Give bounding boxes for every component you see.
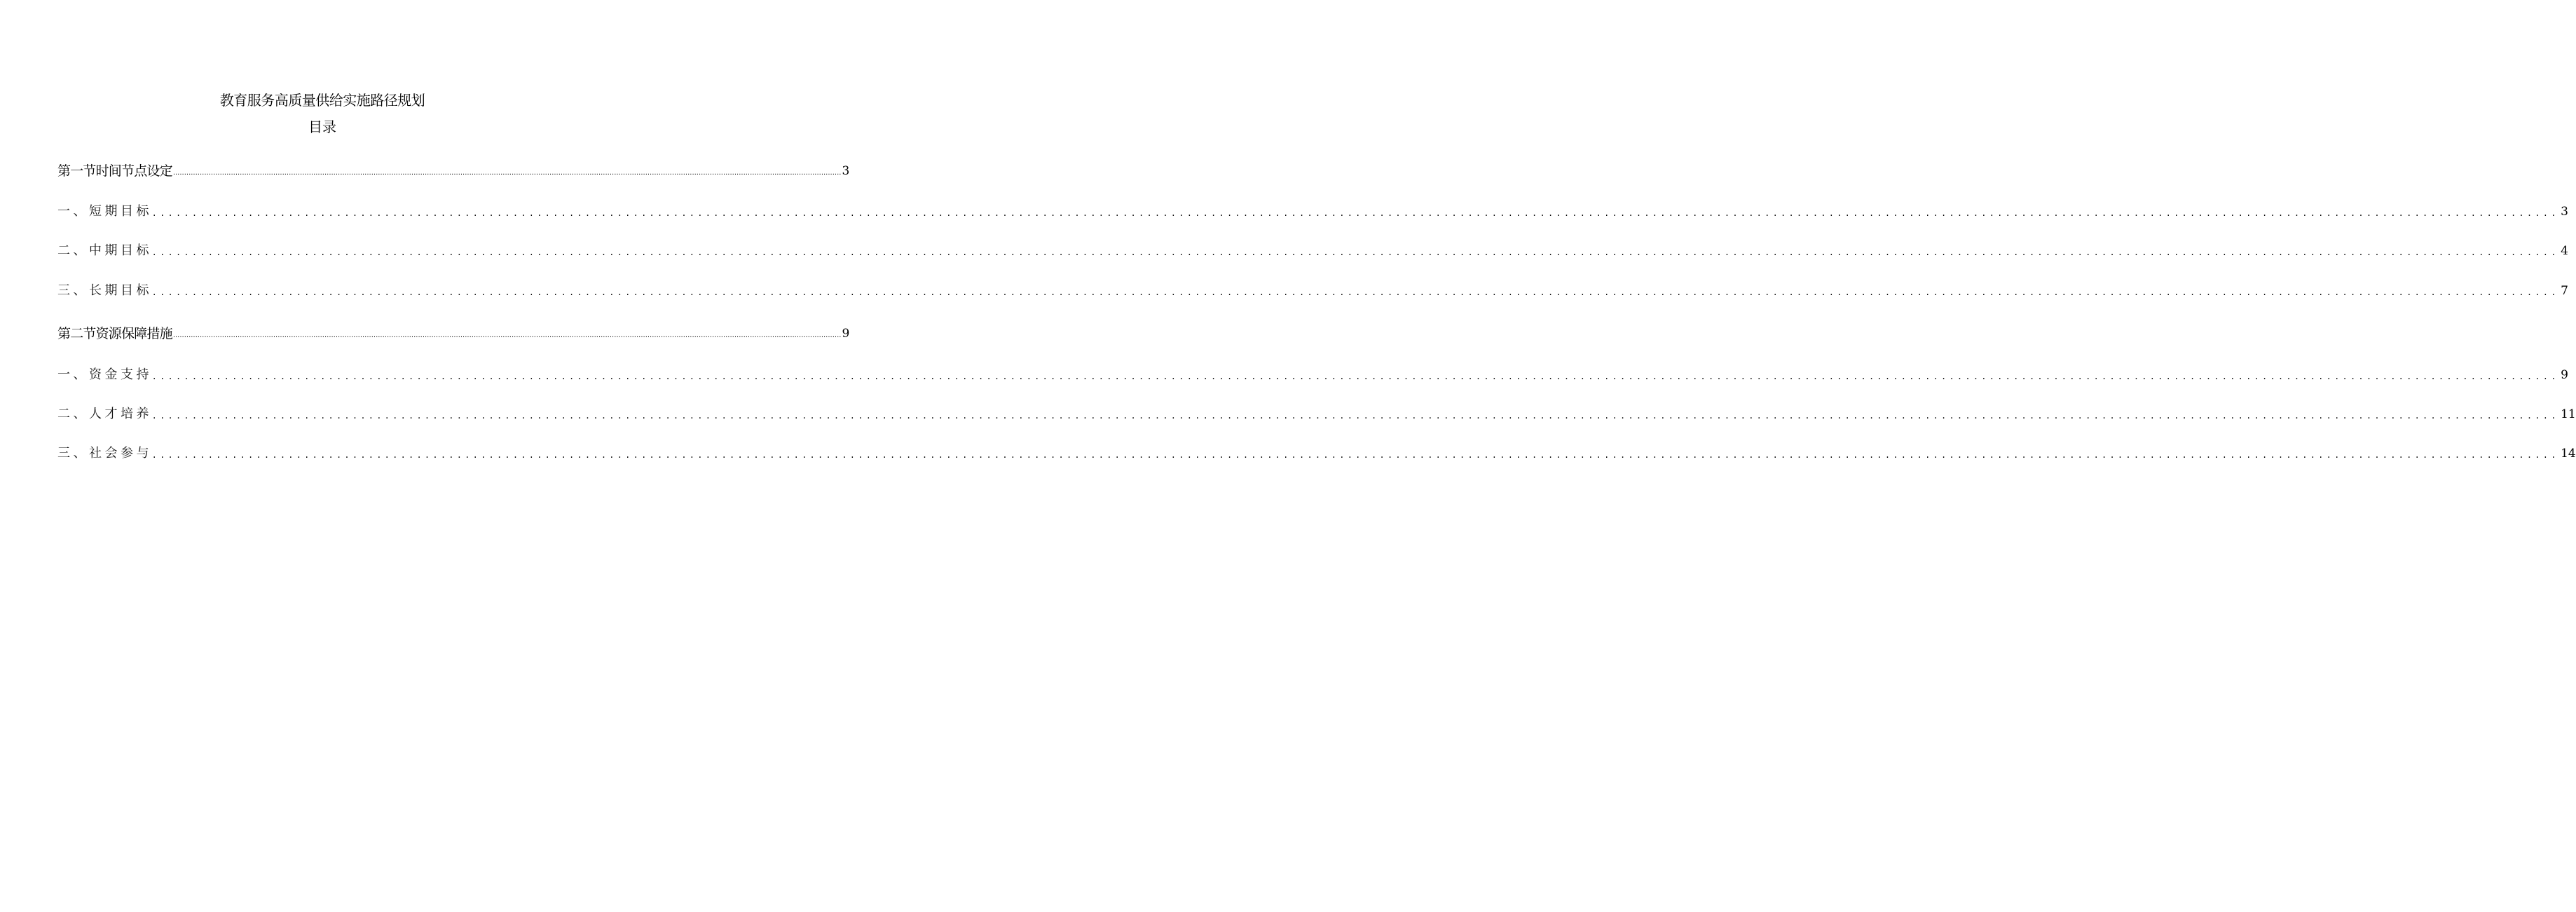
toc-entry-page: 9 bbox=[842, 327, 850, 341]
toc-entry[interactable] bbox=[57, 240, 2568, 261]
toc-heading: 目录 bbox=[308, 118, 336, 135]
toc-entry-label: 第一节时间节点设定 bbox=[57, 163, 172, 179]
toc-entry-label: 第二节资源保障措施 bbox=[57, 326, 172, 341]
toc-entry[interactable] bbox=[57, 323, 850, 344]
toc-dot-leader: ............................................................................................................................................................................................................................................................................................................ bbox=[153, 449, 2561, 461]
toc-dot-leader: ............................................................................................................................................................................................................................................................................................................ bbox=[153, 287, 2561, 298]
document-title: 教育服务高质量供给实施路径规划 bbox=[219, 92, 425, 109]
toc-entry[interactable] bbox=[57, 443, 2576, 464]
toc-entry-page: 7 bbox=[2561, 284, 2568, 298]
toc-entry-label: 一、资金支持 bbox=[57, 367, 152, 382]
toc-entry-page: 14 bbox=[2561, 447, 2576, 461]
toc-entry[interactable] bbox=[57, 201, 2568, 222]
toc-dot-leader: ............................................................................................................................................................................................................................................................................................................ bbox=[153, 247, 2561, 258]
toc-entry[interactable] bbox=[57, 161, 850, 182]
toc-entry-page: 3 bbox=[2561, 205, 2568, 219]
toc-dot-leader: ............................................................................................................................................................................................................................................................................................................ bbox=[172, 332, 842, 339]
toc-entry-label: 三、长期目标 bbox=[57, 283, 152, 298]
toc-entry-page: 4 bbox=[2561, 244, 2568, 258]
toc-entry-page: 11 bbox=[2561, 407, 2576, 421]
toc-entry[interactable] bbox=[57, 404, 2576, 425]
toc-dot-leader: ............................................................................................................................................................................................................................................................................................................ bbox=[153, 371, 2561, 382]
toc-entry-label: 三、社会参与 bbox=[57, 446, 152, 461]
toc-entry[interactable] bbox=[57, 365, 2568, 386]
toc-dot-leader: ............................................................................................................................................................................................................................................................................................................ bbox=[153, 410, 2561, 421]
toc-dot-leader: ............................................................................................................................................................................................................................................................................................................ bbox=[153, 207, 2561, 219]
toc-entry-label: 二、中期目标 bbox=[57, 243, 152, 258]
toc-dot-leader: ............................................................................................................................................................................................................................................................................................................ bbox=[172, 169, 842, 177]
toc-entry-label: 二、人才培养 bbox=[57, 407, 152, 421]
toc-entry[interactable] bbox=[57, 280, 2568, 301]
toc-entry-page: 3 bbox=[842, 164, 850, 178]
toc-entry-label: 一、短期目标 bbox=[57, 204, 152, 219]
toc-entry-page: 9 bbox=[2561, 368, 2568, 382]
